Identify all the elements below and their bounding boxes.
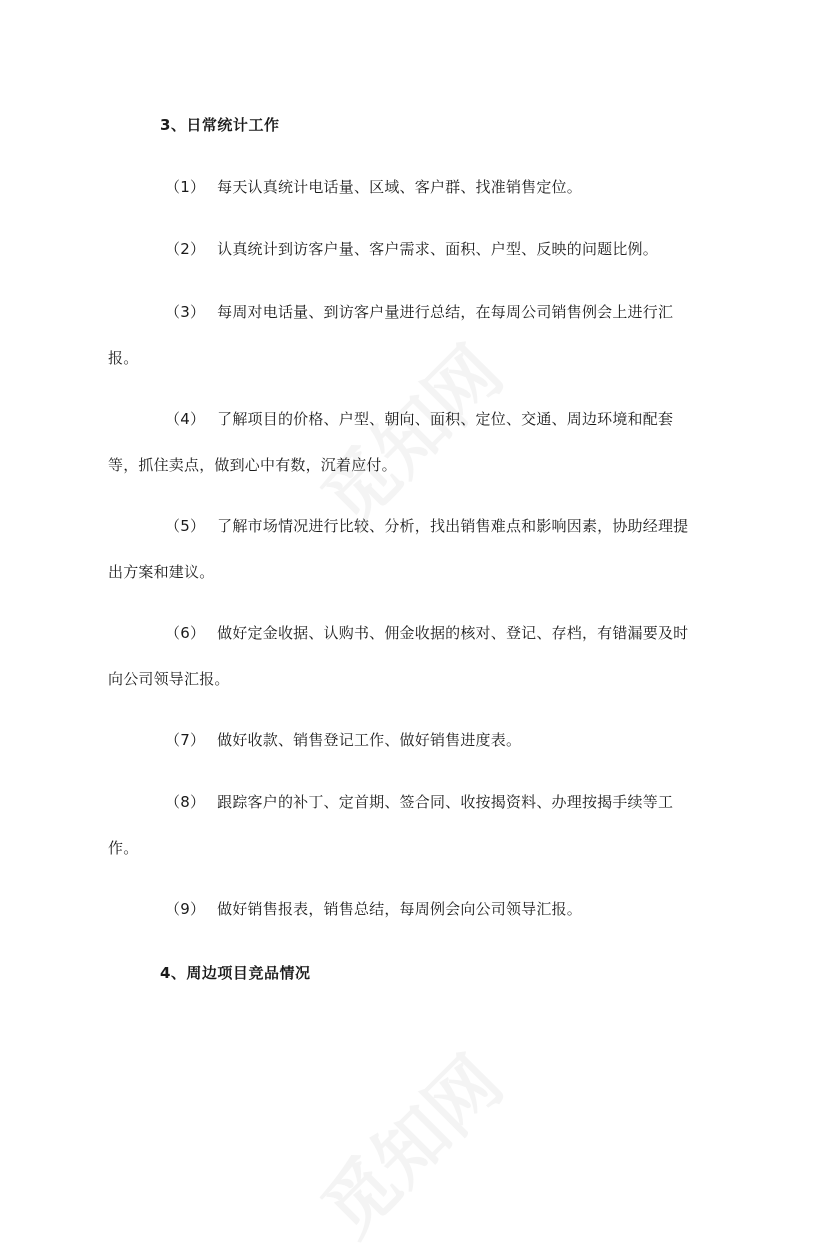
section-4-heading: 4、周边项目竞品情况 (160, 964, 311, 982)
item-number: （3） (165, 303, 206, 321)
item-number: （5） (165, 517, 206, 535)
section-3-heading: 3、日常统计工作 (160, 116, 280, 134)
watermark (295, 1029, 521, 1255)
list-item (108, 610, 698, 702)
list-item (108, 779, 698, 871)
list-item (108, 503, 698, 595)
item-text: 做好收款、销售登记工作、做好销售进度表。 (217, 731, 522, 749)
item-text: 每周对电话量、到访客户量进行总结，在每周公司销售例会上进行汇报。 (108, 303, 674, 367)
list-item (108, 226, 698, 272)
list-item (108, 396, 698, 488)
item-text: 了解项目的价格、户型、朝向、面积、定位、交通、周边环境和配套等，抓住卖点，做到心中有数，沉着应付。 (108, 410, 674, 474)
item-number: （2） (165, 240, 206, 258)
list-item (108, 717, 698, 763)
item-text: 跟踪客户的补丁、定首期、签合同、收按揭资料、办理按揭手续等工作。 (108, 793, 674, 857)
item-number: （4） (165, 410, 206, 428)
item-text: 做好销售报表，销售总结，每周例会向公司领导汇报。 (217, 900, 582, 918)
item-text: 每天认真统计电话量、区域、客户群、找准销售定位。 (217, 178, 582, 196)
item-text: 认真统计到访客户量、客户需求、面积、户型、反映的问题比例。 (217, 240, 658, 258)
list-item (108, 164, 698, 210)
item-number: （9） (165, 900, 206, 918)
item-number: （6） (165, 624, 206, 642)
item-text: 了解市场情况进行比较、分析，找出销售难点和影响因素，协助经理提出方案和建议。 (108, 517, 689, 581)
item-number: （8） (165, 793, 206, 811)
item-number: （1） (165, 178, 206, 196)
list-item (108, 289, 698, 381)
item-text: 做好定金收据、认购书、佣金收据的核对、登记、存档，有错漏要及时向公司领导汇报。 (108, 624, 689, 688)
list-item (108, 886, 698, 932)
item-number: （7） (165, 731, 206, 749)
